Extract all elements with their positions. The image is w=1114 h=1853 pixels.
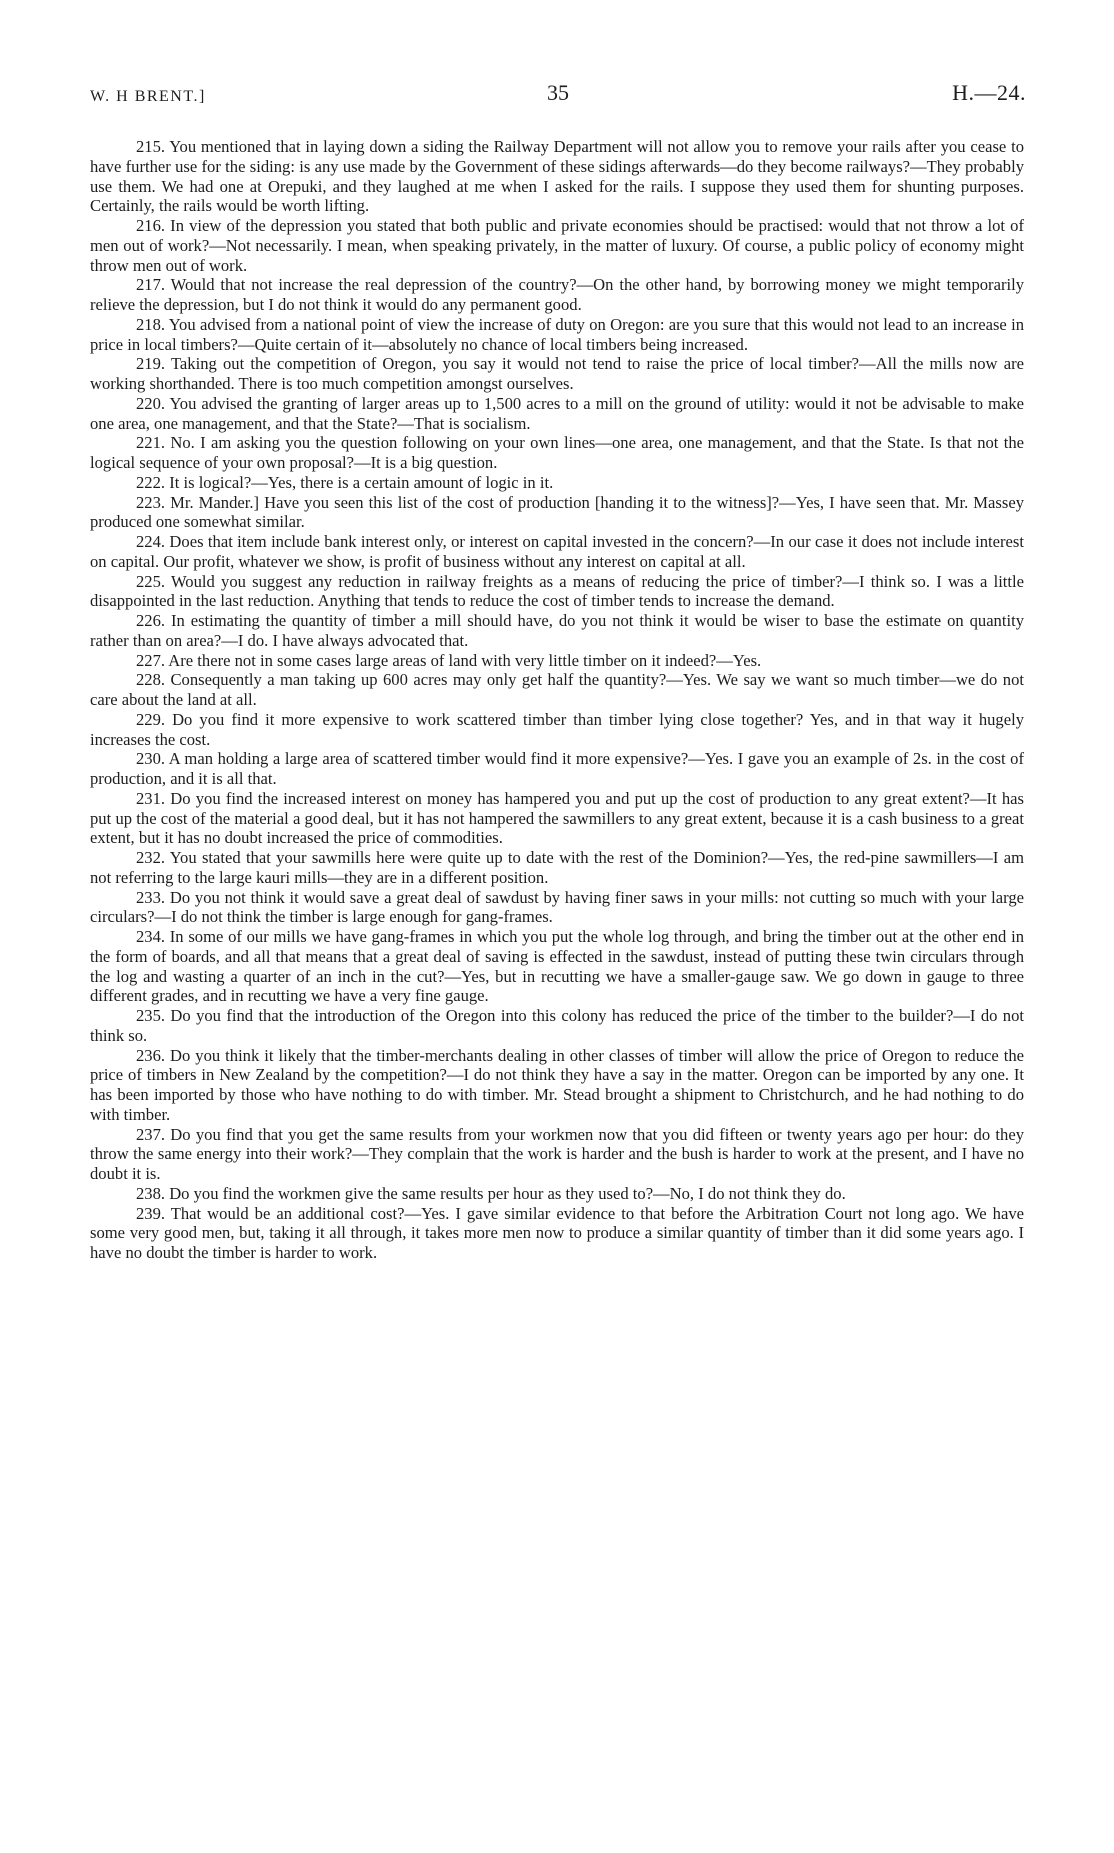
question-219: 219. Taking out the competition of Oregon, you say it would not tend to raise the price of local timber?—All the mills now are working shorthanded. There is too much competition amongst ourselves. [90, 354, 1024, 393]
question-238: 238. Do you find the workmen give the same results per hour as they used to?—No, I do not think they do. [136, 1183, 846, 1203]
question-218: 218. You advised from a national point of view the increase of duty on Oregon: are you sure that this would not lead to an increase in price in local timbers?—Quite certain of it—absolutely no chance of local timbers being increased. [90, 314, 1024, 354]
question-217: 217. Would that not increase the real depression of the country?—On the other hand, by borrowing money we might temporarily relieve the depression, but I do not think it would do any permanent good. [90, 275, 1024, 314]
question-222: 222. It is logical?—Yes, there is a certain amount of logic in it. [136, 472, 554, 492]
question-224: 224. Does that item include bank interest only, or interest on capital invested in the concern?—In our case it does not include interest on capital. Our profit, whatever we show, is profit of business without any interest on capital at all. [90, 532, 1024, 571]
question-234: 234. In some of our mills we have gang-frames in which you put the whole log through, and bring the timber out at the other end in the form of boards, and all that means that a great deal of saving is effected in the sawdust, instead of putting these twin circulars through the log and wasting a quarter of an inch in the cut?—Yes, but in recutting we have a smaller-gauge saw. We go down in gauge to three different grades, and in recutting we have a very fine gauge. [90, 927, 1024, 1006]
page-header [90, 78, 1026, 112]
question-235: 235. Do you find that the introduction of the Oregon into this colony has reduced the price of the timber to the builder?—I do not think so. [90, 1006, 1024, 1045]
witness-running-head: W. H BRENT.] [90, 88, 206, 105]
question-239: 239. That would be an additional cost?—Yes. I gave similar evidence to that before the Arbitration Court not long ago. We have some very good men, but, taking it all through, it takes more men now to produce a similar quantity of timber than it did some years ago. I have no doubt the timber is harder to work. [90, 1203, 1024, 1262]
question-215: 215. You mentioned that in laying down a siding the Railway Department will not allow you to remove your rails after you cease to have further use for the siding: is any use made by the Government of these sidings afterwards—do they become railways?—They probably use them. We had one at Orepuki, and they laughed at me when I asked for the rails. I suppose they used them for shunting purposes. Certainly, the rails would be worth lifting. [90, 137, 1024, 216]
question-221: 221. No. I am asking you the question following on your own lines—one area, one management, and that the State. Is that not the logical sequence of your own proposal?—It is a big question. [90, 433, 1024, 472]
question-231: 231. Do you find the increased interest on money has hampered you and put up the cost of production to any great extent?—It has put up the cost of the material a good deal, but it has not hampered the sawmillers to any great extent, because it is a cash business to a great extent, but it has no doubt increased the price of commodities. [90, 788, 1024, 848]
evidence-body [90, 137, 1024, 1263]
question-229: 229. Do you find it more expensive to work scattered timber than timber lying close together? Yes, and in that way it hugely increases the cost. [90, 709, 1024, 749]
question-230: 230. A man holding a large area of scattered timber would find it more expensive?—Yes. I gave you an example of 2s. in the cost of production, and it is all that. [90, 749, 1024, 788]
question-225: 225. Would you suggest any reduction in railway freights as a means of reducing the price of timber?—I think so. I was a little disappointed in the last reduction. Anything that tends to reduce the cost of timber tends to increase the demand. [90, 571, 1024, 611]
question-232: 232. You stated that your sawmills here were quite up to date with the rest of the Dominion?—Yes, the red-pine sawmillers—I am not referring to the large kauri mills—they are in a different position. [90, 848, 1024, 887]
question-237: 237. Do you find that you get the same results from your workmen now that you did fifteen or twenty years ago per hour: do they throw the same energy into their work?—They complain that the work is harder and the bush is harder to work at the present, and I have no doubt it is. [90, 1124, 1024, 1183]
question-226: 226. In estimating the quantity of timber a mill should have, do you not think it would be wiser to base the estimate on quantity rather than on area?—I do. I have always advocated that. [90, 611, 1024, 650]
question-223: 223. Mr. Mander.] Have you seen this list of the cost of production [handing it to the witness]?—Yes, I have seen that. Mr. Massey produced one somewhat similar. [90, 492, 1024, 532]
question-228: 228. Consequently a man taking up 600 acres may only get half the quantity?—Yes. We say we want so much timber—we do not care about the land at all. [90, 670, 1024, 709]
question-227: 227. Are there not in some cases large areas of land with very little timber on it indeed?—Yes. [136, 650, 762, 670]
question-233: 233. Do you not think it would save a great deal of sawdust by having finer saws in your mills: not cutting so much with your large circulars?—I do not think the timber is large enough for gang-frames. [90, 887, 1024, 927]
page-number: 35 [547, 80, 569, 105]
question-220: 220. You advised the granting of larger areas up to 1,500 acres to a mill on the ground of utility: would it not be advisable to make one area, one management, and that the State?—That is socialism. [90, 393, 1024, 433]
document-code: H.—24. [952, 80, 1026, 105]
question-216: 216. In view of the depression you stated that both public and private economies should be practised: would that not throw a lot of men out of work?—Not necessarily. I mean, when speaking privately, in the matter of luxury. Of course, a public policy of economy might throw men out of work. [90, 216, 1024, 275]
question-236: 236. Do you think it likely that the timber-merchants dealing in other classes of timber will allow the price of Oregon to reduce the price of timbers in New Zealand by the competition?—I do not think they have a say in the matter. Oregon can be imported by any one. It has been imported by those who have nothing to do with timber. Mr. Stead brought a shipment to Christchurch, and he had nothing to do with timber. [90, 1045, 1024, 1124]
